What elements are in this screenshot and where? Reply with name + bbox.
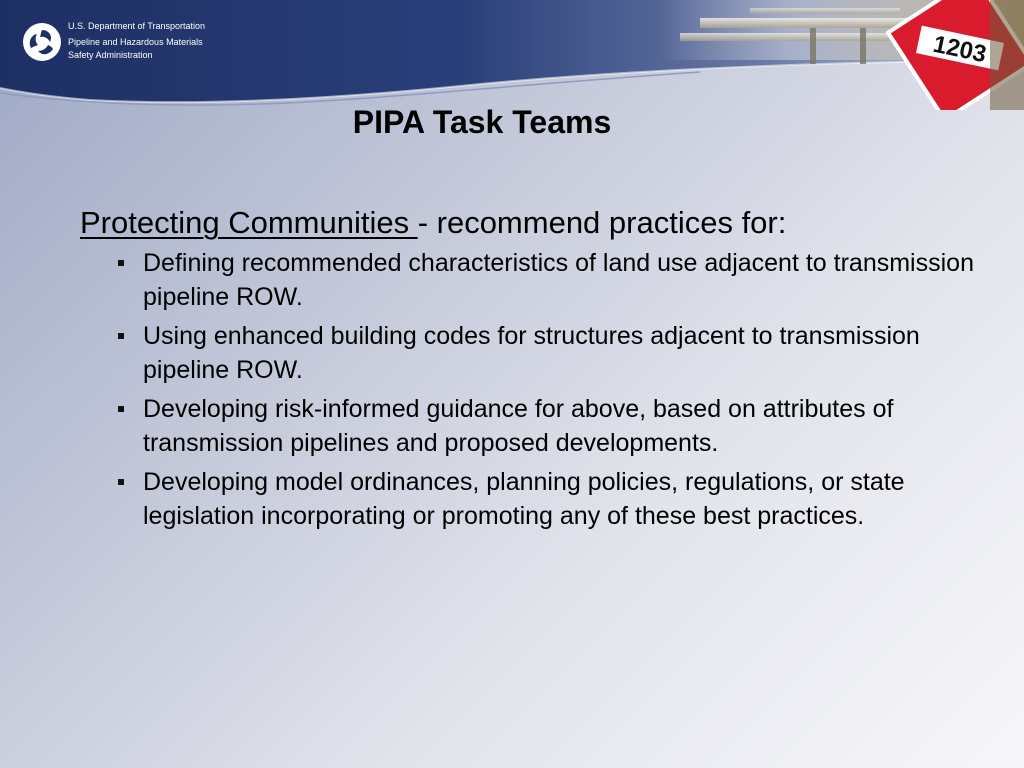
square-bullet-icon (118, 333, 124, 339)
placard-number: 1203 (930, 30, 989, 69)
bullet-item (80, 319, 980, 387)
slide-title: PIPA Task Teams (352, 104, 612, 140)
square-bullet-icon (118, 406, 124, 412)
bullet-text: Developing model ordinances, planning policies, regulations, or state legislation incorporating or promoting any of these best practices. (143, 468, 905, 530)
lead-underlined-text: Protecting Communities (80, 205, 418, 240)
slide-body (80, 204, 980, 538)
dot-triskelion-logo-icon (22, 22, 62, 62)
agency-name-line1: U.S. Department of Transportation (68, 21, 206, 31)
bullet-item (80, 465, 980, 533)
bullet-text: Defining recommended characteristics of land use adjacent to transmission pipeline ROW. (143, 249, 974, 311)
bullet-list (80, 246, 980, 533)
bullet-text: Developing risk-informed guidance for above, based on attributes of transmission pipelines and proposed developments. (143, 395, 894, 457)
square-bullet-icon (118, 260, 124, 266)
bullet-item (80, 392, 980, 460)
pipeline-hazmat-photo (660, 0, 1024, 110)
agency-branding (22, 20, 262, 70)
square-bullet-icon (118, 479, 124, 485)
lead-line (80, 204, 980, 242)
bullet-text: Using enhanced building codes for structures adjacent to transmission pipeline ROW. (143, 322, 920, 384)
lead-text: - recommend practices for: (417, 205, 787, 240)
bullet-item (80, 246, 980, 314)
agency-name-line3: Safety Administration (68, 50, 153, 60)
agency-name-line2: Pipeline and Hazardous Materials (68, 37, 203, 47)
